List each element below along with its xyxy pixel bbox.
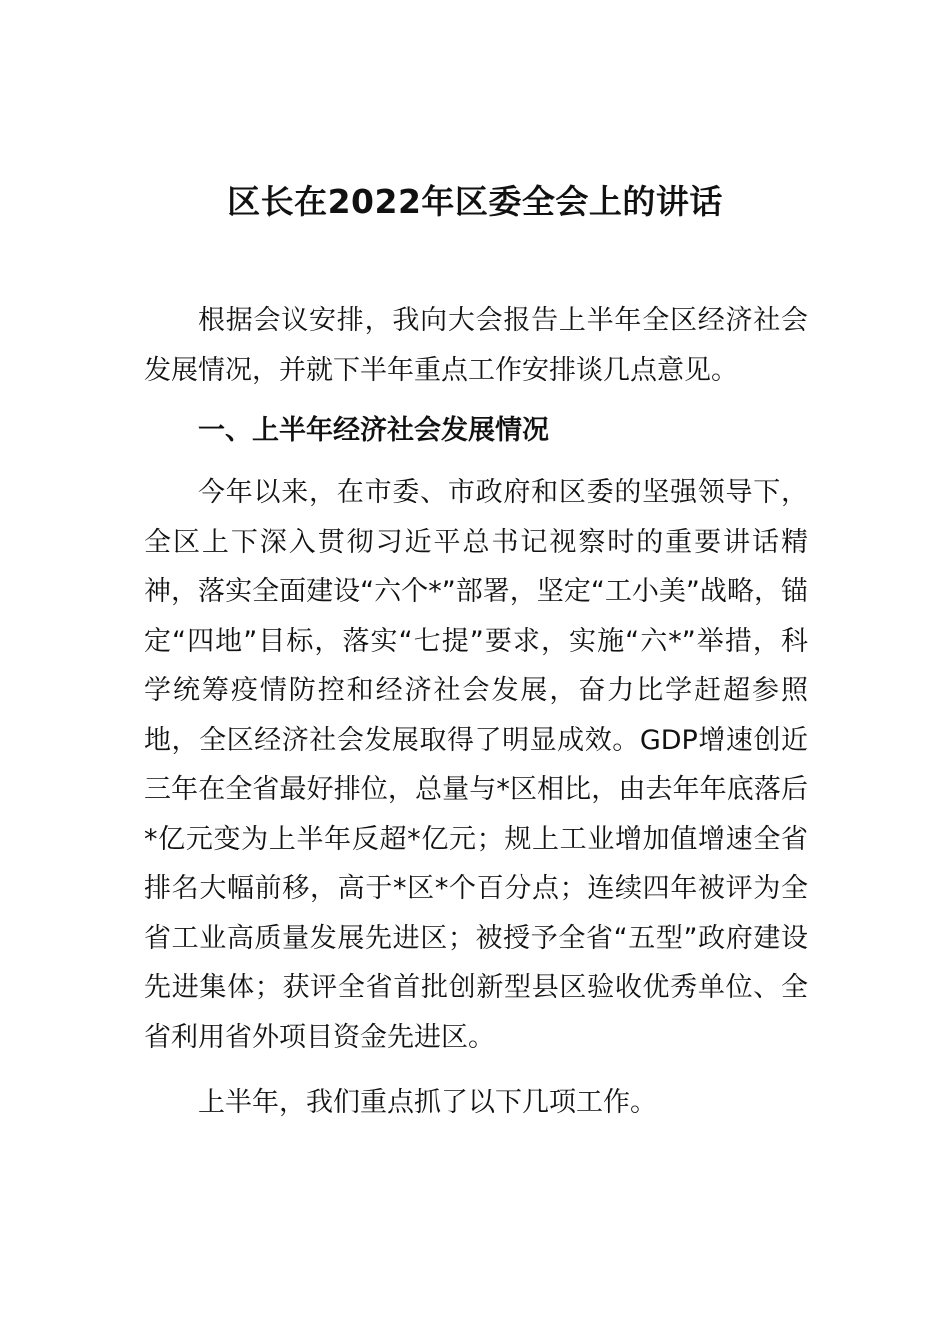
development-paragraph: 今年以来，在市委、市政府和区委的坚强领导下，全区上下深入贯彻习近平总书记视察时的重要讲话精神，落实全面建设“六个*”部署，坚定“工小美”战略，锚定“四地”目标，落实“七提”要求，实施“六*”举措，科学统筹疫情防控和经济社会发展，奋力比学赶超参照地，全区经济社会发展取得了明显成效。GDP增速创近三年在全省最好排位，总量与*区相比，由去年年底落后*亿元变为上半年反超*亿元；规上工业增加值增速全省排名大幅前移，高于*区*个百分点；连续四年被评为全省工业高质量发展先进区；被授予全省“五型”政府建设先进集体；获评全省首批创新型县区验收优秀单位、全省利用省外项目资金先进区。: [144, 477, 808, 1053]
work-summary-paragraph: 上半年，我们重点抓了以下几项工作。: [198, 1087, 657, 1118]
section-heading: 一、上半年经济社会发展情况: [198, 415, 549, 446]
intro-paragraph: 根据会议安排，我向大会报告上半年全区经济社会发展情况，并就下半年重点工作安排谈几点意见。: [144, 305, 808, 386]
document-title: 区长在2022年区委全会上的讲话: [227, 182, 723, 222]
